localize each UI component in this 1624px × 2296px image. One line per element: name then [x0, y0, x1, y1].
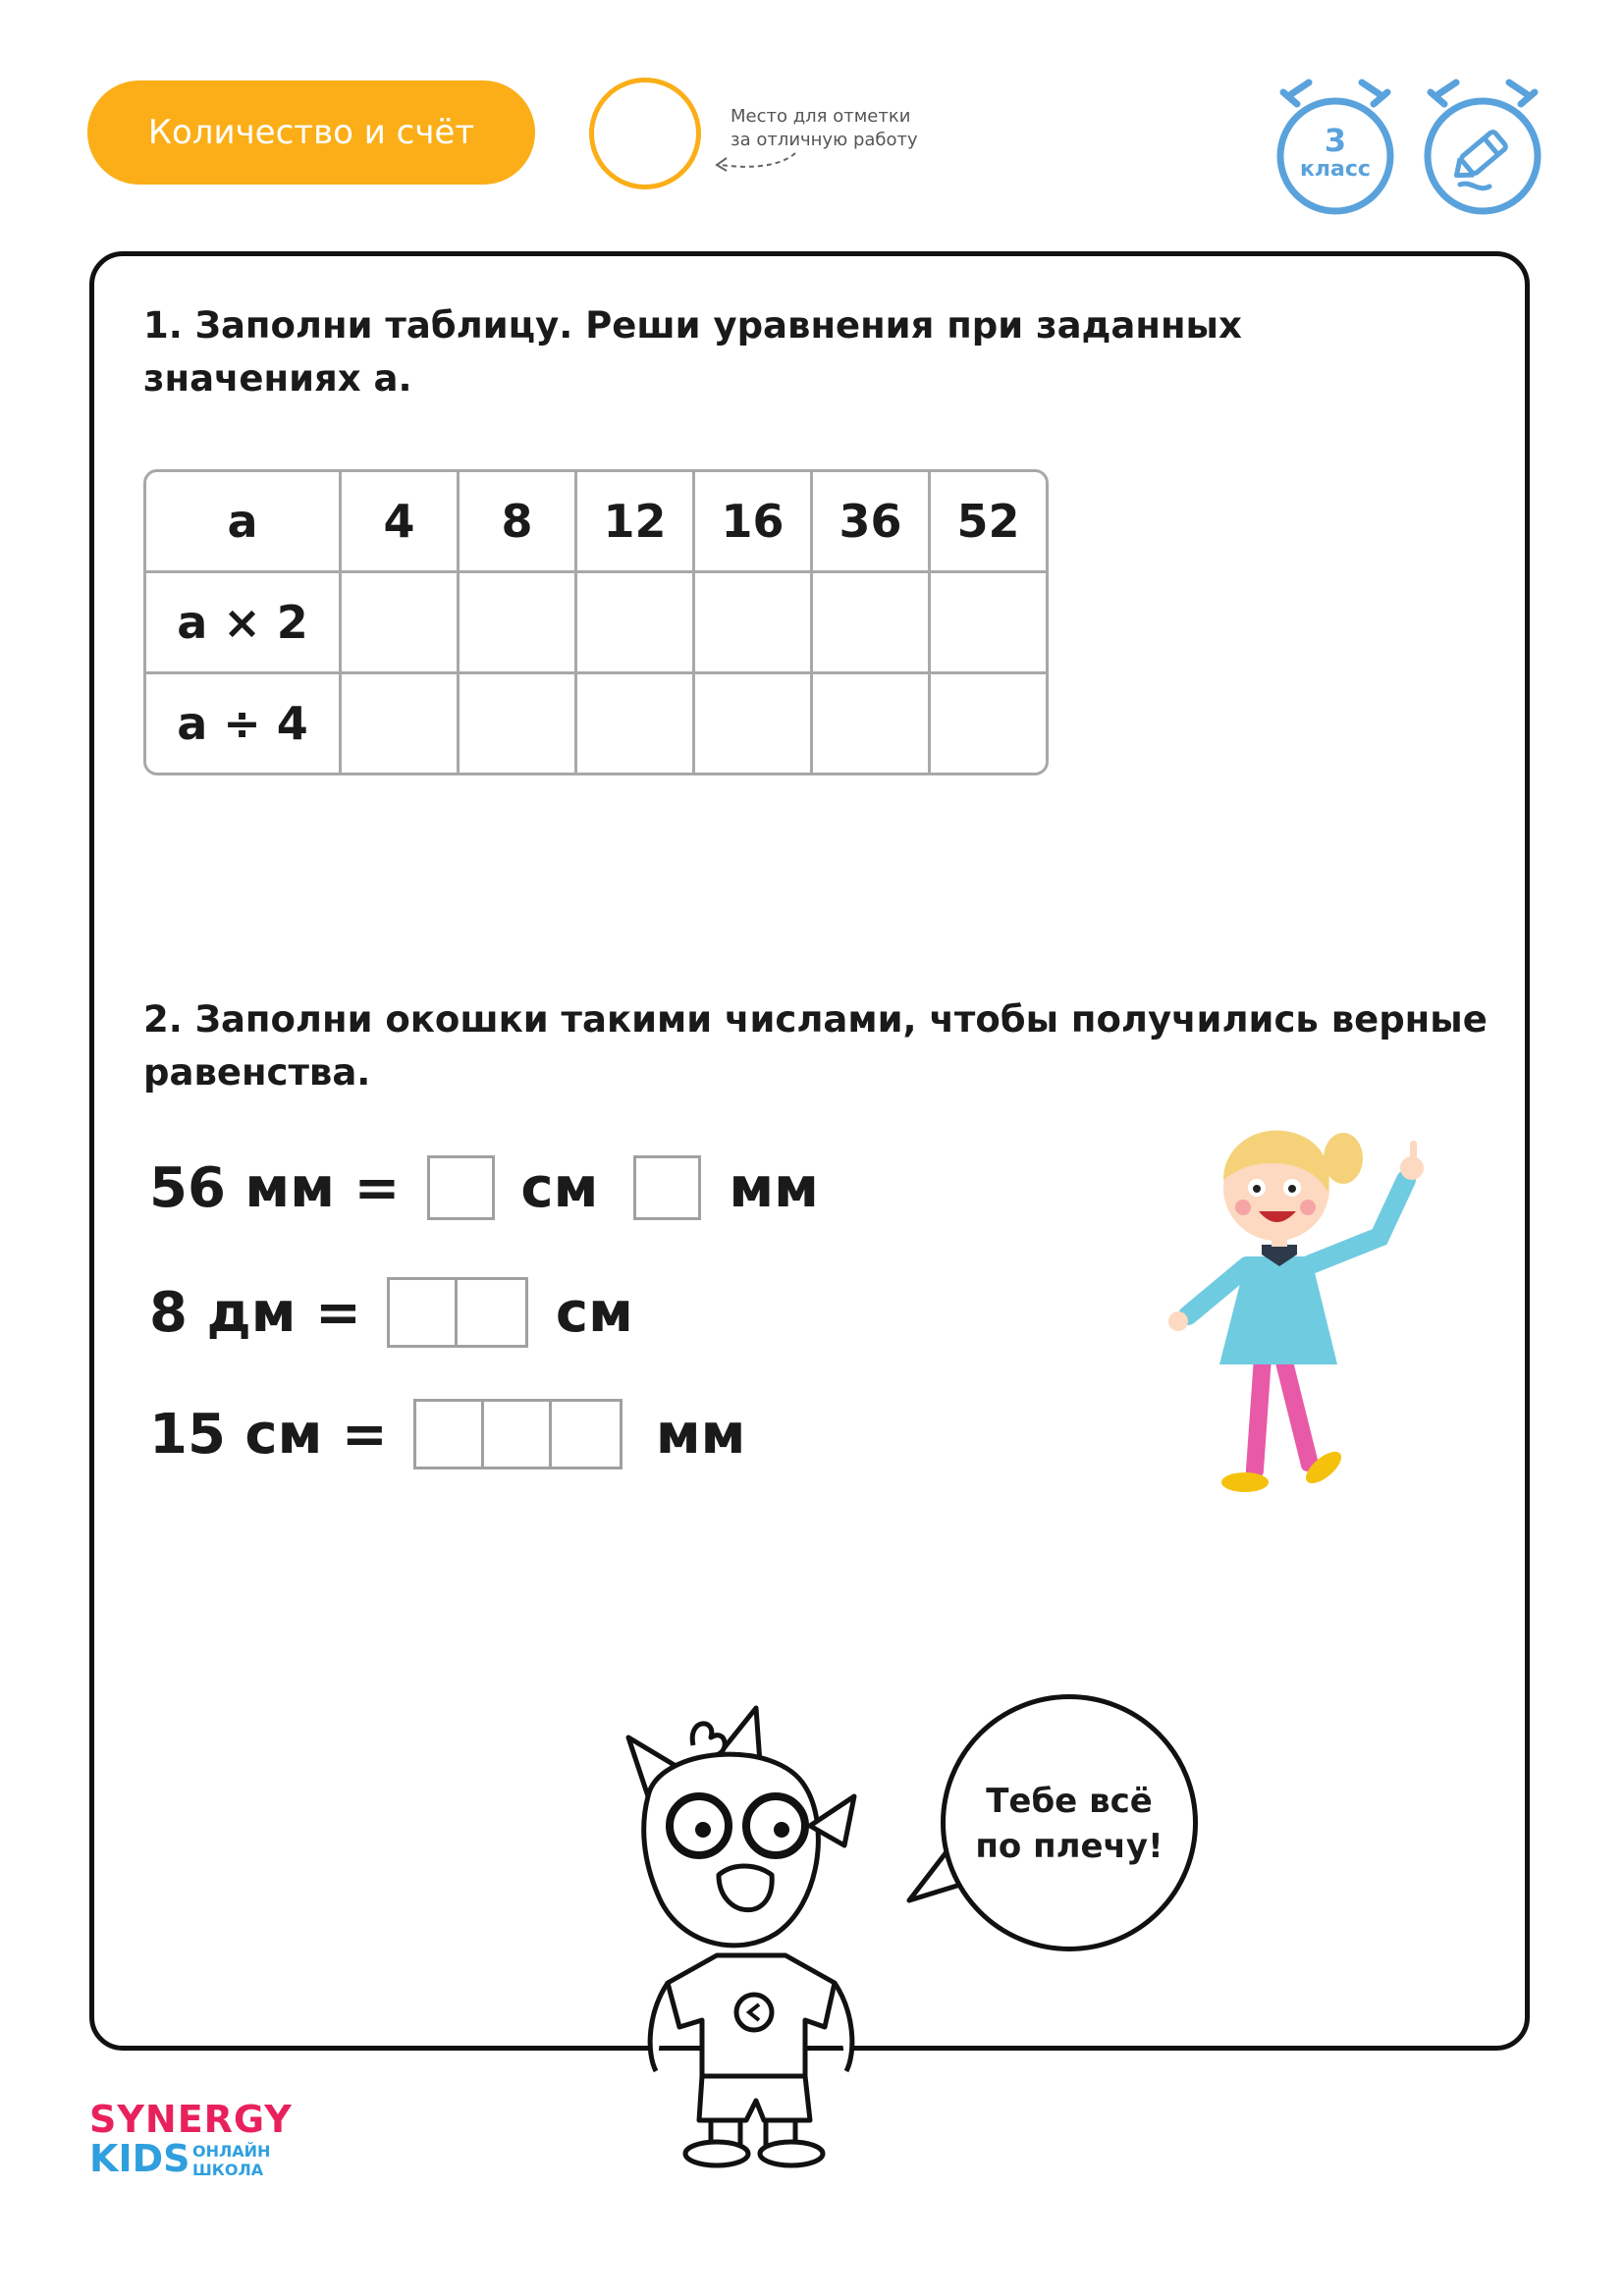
answer-digit-box[interactable] — [552, 1402, 620, 1467]
answer-cell[interactable] — [342, 573, 460, 674]
table-row-label: а × 2 — [146, 573, 342, 674]
table-value-cell: 16 — [695, 472, 813, 573]
answer-digit-box[interactable] — [458, 1280, 525, 1345]
speech-line2: по плечу! — [975, 1827, 1164, 1866]
table-header-a: а — [146, 472, 342, 573]
task1-title-line1: 1. Заполни таблицу. Реши уравнения при заданных — [143, 304, 1242, 347]
grade-mark-circle — [589, 78, 701, 189]
topic-label — [87, 80, 535, 185]
speech-line1: Тебе всё — [986, 1782, 1153, 1821]
eq2-left: 8 дм = — [149, 1280, 361, 1345]
mark-hint-line1: Место для отметки — [731, 106, 911, 127]
girl-illustration — [1149, 1119, 1463, 1512]
table-row-label: а ÷ 4 — [146, 674, 342, 773]
task2-title-line2: равенства. — [143, 1051, 371, 1094]
answer-cell[interactable] — [813, 674, 931, 773]
logo-sub1: ОНЛАЙН — [192, 2142, 271, 2161]
speech-bubble-text — [941, 1779, 1198, 1869]
logo-sub2: ШКОЛА — [192, 2161, 264, 2179]
equation-1 — [149, 1155, 819, 1220]
table-row — [146, 674, 1046, 773]
answer-box-group[interactable] — [413, 1399, 623, 1469]
mark-hint-line2: за отличную работу — [731, 130, 918, 150]
answer-cell[interactable] — [460, 573, 577, 674]
task2-title — [143, 993, 1488, 1099]
equation-2 — [149, 1277, 633, 1348]
answer-digit-box[interactable] — [416, 1402, 484, 1467]
task1-title-line2: значениях а. — [143, 357, 412, 400]
dashed-arrow-icon — [711, 149, 799, 179]
answer-box[interactable] — [427, 1155, 495, 1220]
values-table — [143, 469, 1049, 775]
answer-box-group[interactable] — [387, 1277, 528, 1348]
logo-synergy: SYNERGY — [89, 2098, 293, 2141]
pencil-icon — [1417, 79, 1548, 216]
grade-number: 3 — [1324, 122, 1347, 159]
answer-cell[interactable] — [695, 573, 813, 674]
task2-title-line1: 2. Заполни окошки такими числами, чтобы получились верные — [143, 998, 1488, 1041]
eq1-left: 56 мм = — [149, 1155, 401, 1220]
table-value-cell: 12 — [577, 472, 695, 573]
answer-cell[interactable] — [460, 674, 577, 773]
answer-cell[interactable] — [931, 674, 1046, 773]
grade-word: класс — [1300, 157, 1371, 182]
table-row — [146, 472, 1046, 573]
answer-box[interactable] — [633, 1155, 701, 1220]
mark-hint — [731, 105, 918, 152]
equation-3 — [149, 1399, 745, 1469]
eq1-unit1: см — [520, 1155, 599, 1220]
table-value-cell: 52 — [931, 472, 1046, 573]
answer-cell[interactable] — [813, 573, 931, 674]
answer-digit-box[interactable] — [484, 1402, 552, 1467]
eq3-left: 15 см = — [149, 1402, 388, 1467]
answer-cell[interactable] — [342, 674, 460, 773]
answer-digit-box[interactable] — [390, 1280, 458, 1345]
answer-cell[interactable] — [577, 674, 695, 773]
answer-cell[interactable] — [695, 674, 813, 773]
answer-cell[interactable] — [577, 573, 695, 674]
logo-kids: KIDS — [89, 2137, 190, 2180]
table-value-cell: 4 — [342, 472, 460, 573]
rhino-mascot-illustration — [609, 1688, 903, 2179]
table-value-cell: 8 — [460, 472, 577, 573]
topic-label-text: Количество и счёт — [147, 113, 475, 152]
logo-subtitle — [192, 2142, 270, 2179]
eq1-unit2: мм — [729, 1155, 819, 1220]
task1-title — [143, 299, 1242, 405]
table-value-cell: 36 — [813, 472, 931, 573]
answer-cell[interactable] — [931, 573, 1046, 674]
eq3-unit: мм — [655, 1402, 746, 1467]
table-row — [146, 573, 1046, 674]
eq2-unit: см — [555, 1280, 633, 1345]
